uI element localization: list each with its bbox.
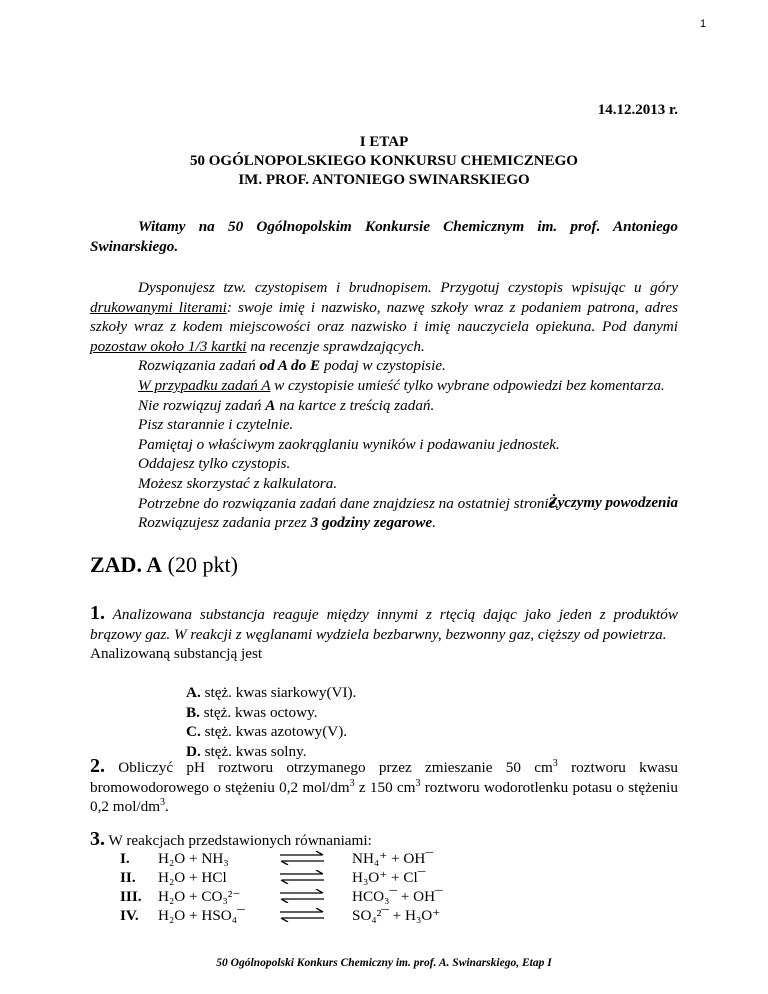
equilibrium-arrow-icon: [278, 851, 326, 865]
section-title: ZAD. A (20 pkt): [90, 552, 238, 577]
document-date: 14.12.2013 r.: [597, 102, 678, 118]
question-number: 1.: [90, 602, 105, 624]
good-luck-text: Życzymy powodzenia: [548, 495, 678, 511]
answer-options: [186, 683, 356, 761]
instruction-line: Nie rozwiązuj zadań A na kartce z treścią zadań.: [138, 396, 435, 414]
equilibrium-arrow-icon: [278, 908, 326, 922]
heading-line-2: 50 OGÓLNOPOLSKIEGO KONKURSU CHEMICZNEGO: [190, 153, 578, 169]
heading-line-1: I ETAP: [359, 134, 409, 150]
question-3: [90, 830, 678, 850]
equation-row: IV. H₂O + HSO₄¯ SO₄²¯ + H₃O⁺: [120, 907, 441, 924]
equilibrium-arrow-icon: [278, 870, 326, 884]
instruction-line: Rozwiązania zadań od A do E podaj w czystopisie.: [138, 357, 446, 375]
equilibrium-arrow-icon: [278, 889, 326, 903]
equation-row: I. H₂O + NH₃ NH₄⁺ + OH¯: [120, 850, 433, 867]
equation-row: III. H₂O + CO₃²⁻ HCO₃¯ + OH¯: [120, 888, 443, 905]
instruction-line: Pisz starannie i czytelnie.: [138, 416, 294, 434]
heading-line-3: IM. PROF. ANTONIEGO SWINARSKIEGO: [238, 172, 530, 188]
question-text: W reakcjach przedstawionych równaniami:: [105, 832, 372, 849]
question-number: 3.: [90, 828, 105, 850]
instruction-line: W przypadku zadań A w czystopisie umieść tylko wybrane odpowiedzi bez komentarza.: [138, 376, 665, 394]
welcome-text: Witamy na 50 Ogólnopolskim Konkursie Chemicznym im. prof. Antoniego Swinarskiego.: [90, 218, 678, 255]
reaction-equations: [120, 849, 540, 925]
question-text: Analizowana substancja reaguje między innymi z rtęcią dając jako jeden z produktów brązowy gaz. W reakcji z węglanami wydziela bezbarwny, bezwonny gaz, cięższy od powietrza.: [90, 606, 678, 643]
instruction-line: Oddajesz tylko czystopis.: [138, 455, 291, 473]
answer-option[interactable]: B. stęż. kwas octowy.: [186, 703, 318, 721]
equation-row: II. H₂O + HCl H₃O⁺ + Cl¯: [120, 869, 426, 886]
question-prompt: Analizowaną substancją jest: [90, 645, 263, 663]
instructions-paragraph: Dysponujesz tzw. czystopisem i brudnopisem. Przygotuj czystopis wpisując u góry drukowanymi literami: swoje imię i nazwisko, nazwę szkoły wraz z podaniem patrona, adres szkoły wraz z kodem miejscowości oraz nazwisko i imię nauczyciela opiekuna. Pod danymi pozostaw około 1/3 kartki na recenzje sprawdzających.: [90, 279, 678, 355]
question-2: 2. Obliczyć pH roztworu otrzymanego przez zmieszanie 50 $cm^3$ roztworu kwasu bromowodorowego o stężeniu 0,2 mol/$dm^3$ z 150 $cm^3$ roztworu wodorotlenku potasu o stężeniu 0,2 mol/$dm^3$.: [90, 755, 678, 816]
answer-option[interactable]: A. stęż. kwas siarkowy(VI).: [186, 684, 357, 701]
page-number: 1: [700, 18, 707, 30]
question-1: [90, 604, 678, 664]
answer-option[interactable]: D. stęż. kwas solny.: [186, 742, 307, 760]
instruction-line: Pamiętaj o właściwym zaokrąglaniu wyników i podawaniu jednostek.: [138, 435, 560, 453]
instruction-line: Potrzebne do rozwiązania zadań dane znajdziesz na ostatniej stronie.: [138, 494, 560, 512]
question-number: 2.: [90, 755, 105, 777]
page-footer: 50 Ogólnopolski Konkurs Chemiczny im. prof. A. Swinarskiego, Etap I: [216, 957, 552, 969]
instruction-line: Rozwiązujesz zadania przez 3 godziny zegarowe.: [138, 514, 436, 532]
answer-option[interactable]: C. stęż. kwas azotowy(V).: [186, 723, 348, 741]
page-heading: [90, 133, 678, 190]
instruction-line: Możesz skorzystać z kalkulatora.: [138, 474, 338, 492]
